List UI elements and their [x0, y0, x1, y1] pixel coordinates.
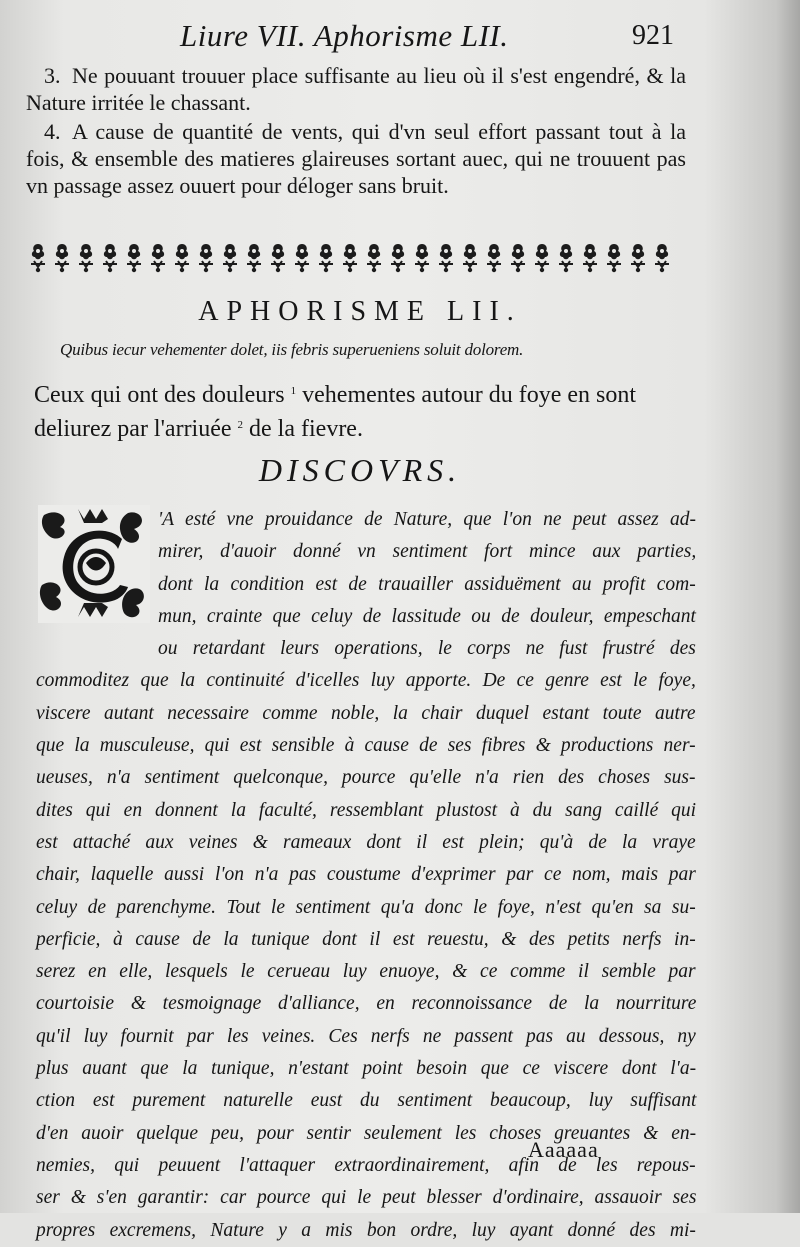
page-gutter-shadow [776, 0, 800, 1213]
item-text: A cause de quantité de vents, qui d'vn seul effort passant tout à la fois, & ensemble des matieres glaireuses sortant auec, qui ne trouuent pas vn passage assez ouuert pour déloger sans bruit. [26, 119, 686, 198]
item-text: Ne pouuant trouuer place suffisante au lieu où il s'est engendré, & la Nature irritée le chassant. [26, 63, 686, 115]
text-line: ser & s'en garantir: car pource qui le peut blesser d'ordinaire, assauoir ses [36, 1187, 697, 1209]
text-line: que la musculeuse, qui est sensible à cause de ses fibres & productions ner- [36, 735, 696, 757]
text-line: ueuses, n'a sentiment quelconque, pource qu'elle n'a rien des choses sus- [36, 767, 696, 789]
page-number: 921 [632, 20, 674, 51]
list-item [26, 118, 686, 199]
translation-text: de la fievre. [243, 416, 363, 442]
text-line: est attaché aux veines & rameaux dont il est plein; qu'à de la vraye [36, 831, 696, 853]
section-heading: DISCOVRS. [258, 452, 462, 488]
page-header [0, 18, 800, 58]
text-line: 'A esté vne prouidance de Nature, que l'on ne peut assez ad- [158, 509, 696, 530]
text-line: courtoisie & tesmoignage d'alliance, en reconnoissance de la nourriture [36, 993, 697, 1015]
list-item [26, 62, 686, 116]
text-line: ction est purement naturelle eust du sentiment beaucoup, luy suffisant [36, 1090, 697, 1112]
text-line: propres excremens, Nature y a mis bon ordre, luy ayant donné des mi- [36, 1219, 696, 1241]
running-title: Liure VII. Aphorisme LII. [180, 18, 509, 53]
aphorism-translation [34, 376, 694, 444]
text-line: d'en auoir quelque peu, pour sentir seulement les choses greuantes & en- [36, 1122, 697, 1144]
text-line: nemies, qui peuuent l'attaquer extraordinairement, afin de les repous- [36, 1154, 696, 1176]
text-line: chair, laquelle aussi l'on n'a pas coustume d'exprimer par ce nom, mais par [36, 864, 696, 886]
text-line: celuy de parenchyme. Tout le sentiment qu'a donc le foye, n'est qu'en sa su- [36, 896, 696, 918]
text-line: plus auant que la tunique, n'estant point besoin que ce viscere dont l'a- [36, 1058, 697, 1080]
ornamental-band [28, 240, 684, 274]
item-number: 4. [44, 119, 61, 144]
note-marker: 2 [237, 419, 244, 431]
translation-text: Ceux qui ont des douleurs [34, 382, 291, 408]
note-marker: 1 [290, 385, 297, 397]
text-line: dites qui en donnent la faculté, ressemblant plustost à du sang caillé qui [36, 799, 697, 821]
text-line: qu'il luy fournit par les veines. Ces nerfs ne passent pas au dessous, ny [36, 1025, 696, 1047]
text-line: commoditez que la continuité d'icelles luy apporte. De ce genre est le foye, [36, 670, 696, 692]
signature-mark: Aaaaaa [528, 1137, 599, 1162]
text-line: serez en elle, lesquels le cerueau luy enuoye, & ce comme il semble par [36, 961, 696, 983]
latin-text: Quibus iecur vehementer dolet, iis febris superueniens soluit dolorem. [60, 340, 524, 359]
translation-text: vehementes autour du foye en sont deliurez par l'arriuée [34, 382, 637, 442]
text-line: perficie, à cause de la tunique dont il est reuestu, & des petits nerfs in- [36, 928, 696, 950]
aphorism-title: APHORISME LII. [198, 296, 522, 327]
text-line: ou retardant leurs operations, le corps ne fust frustré des [158, 638, 696, 660]
text-line: mirer, d'auoir donné vn sentiment fort mince aux parties, [158, 541, 697, 563]
discourse-body [36, 504, 696, 1247]
text-line: viscere autant necessaire comme noble, la chair duquel estant toute autre [36, 702, 696, 724]
text-line: mun, crainte que celuy de lassitude ou de douleur, empeschant [158, 605, 696, 627]
text-line: dont la condition est de trauailler assiduëment au profit com- [158, 573, 696, 595]
item-number: 3. [44, 63, 61, 88]
